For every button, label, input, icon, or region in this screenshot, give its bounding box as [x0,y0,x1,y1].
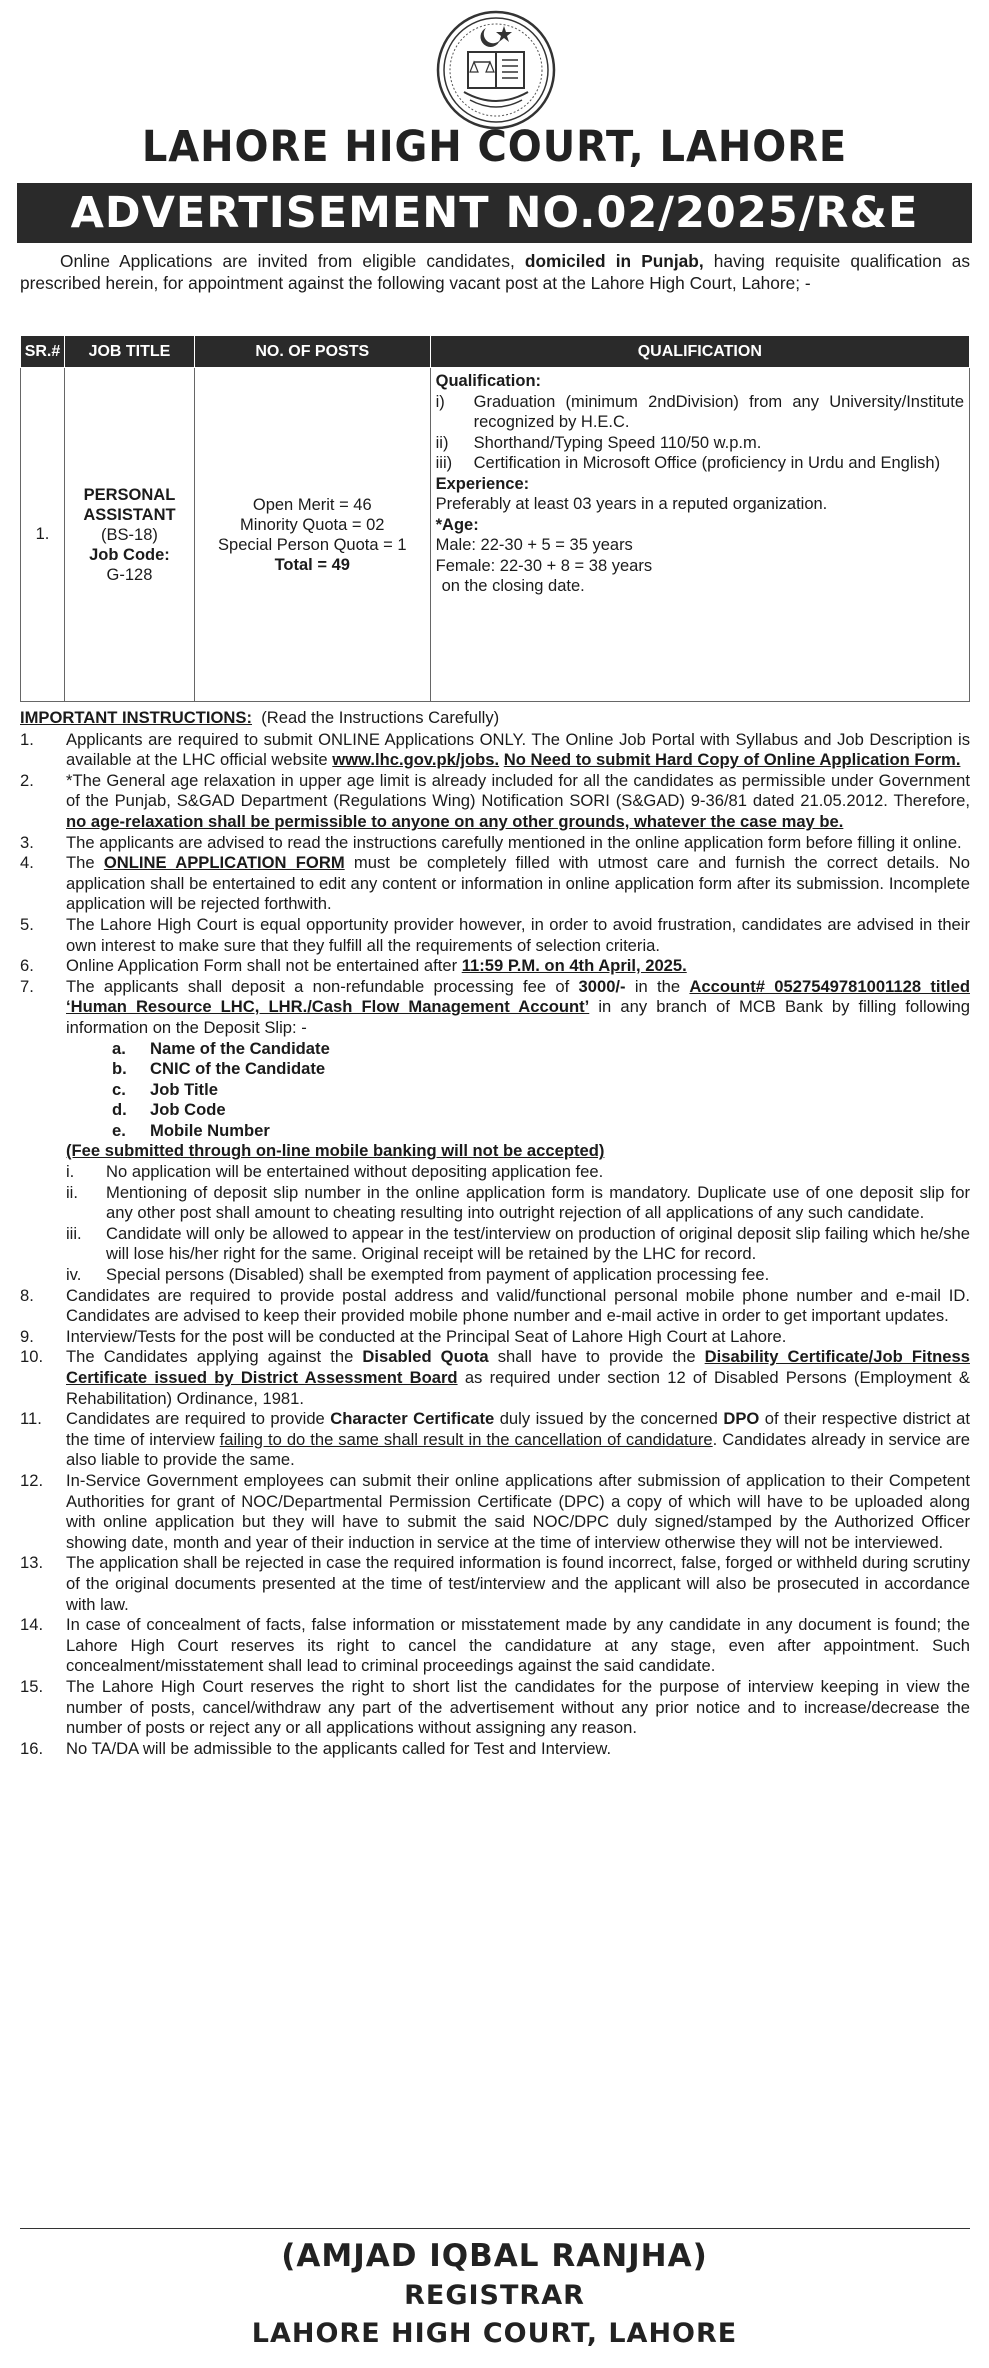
job-code-label: Job Code: [89,545,170,564]
list-text: CNIC of the Candidate [150,1059,326,1079]
job-code: G-128 [106,565,153,584]
item-text: In case of concealment of facts, false information or misstatement made by any candidate in any document is found; the Lahore High Court reserves its right to cancel the candidature at any stage, even after appointment. Such concealment/misstatement shall lead to criminal proceedings against the said candidate. [66,1615,970,1676]
item-number: 16. [20,1738,44,1758]
list-item [20,1471,970,1553]
list-item [436,453,964,474]
age-note: on the closing date. [441,577,585,595]
col-header-qualification: QUALIFICATION [430,336,969,368]
list-letter: d. [112,1100,127,1120]
text: no age-relaxation shall be permissible to anyone on any other grounds, whatever the case may be. [66,811,844,831]
item-text [66,1409,970,1471]
instructions-note: (Read the Instructions Carefully) [261,708,500,727]
text: in the [625,976,690,996]
job-scale: (BS-18) [101,525,158,544]
item-number: 15. [20,1676,44,1696]
list-text: Certification in Microsoft Office (proficiency in Urdu and English) [473,454,941,472]
table-row [21,368,970,702]
list-letter: e. [112,1120,126,1140]
list-text: Job Code [150,1100,226,1120]
deadline-text: 11:59 P.M. on 4th April, 2025. [461,956,687,976]
list-text: Mentioning of deposit slip number in the online application form is mandatory. Duplicate use of one deposit slip for any other post shall amount to cheating resulting into outright rejection of all applications of any such candidate. [106,1182,970,1223]
list-number: ii. [66,1182,78,1202]
account-text: Account# 0527549781001128 titled ‘Human Resource LHC, LHR./Cash Flow Management Account’ [66,976,970,1017]
instructions-title: IMPORTANT INSTRUCTIONS: [20,708,252,727]
item-number: 7. [20,976,34,996]
item-number: 9. [20,1326,34,1346]
text: Candidates are required to provide [66,1409,331,1429]
list-text: No application will be entertained without depositing application fee. [106,1162,604,1182]
col-header-job-title: JOB TITLE [64,336,194,368]
list-item [20,977,970,1039]
list-item [436,392,964,433]
age-heading: *Age: [435,515,479,534]
posts-cell [194,368,430,702]
item-text [66,853,970,915]
item-text [66,977,970,1039]
list-number: i) [435,392,445,411]
vacancy-table [20,335,970,702]
text: The Candidates applying against the [66,1347,363,1367]
text: must be completely filled with utmost care and furnish the correct details. No application shall be entertained to edit any content or information in online application form after its submission. Incomplete application will be rejected forthwith. [66,853,970,914]
list-item [20,1615,970,1677]
list-item [20,833,970,854]
text: shall have to provide the [488,1347,705,1367]
qualification-heading: Qualification: [435,372,542,390]
list-item [66,1183,970,1224]
list-text: Candidate will only be allowed to appear in the test/interview on production of original deposit slip failing which he/she will lose his/her right for the same. Original receipt will be retained by the LHC for record. [106,1223,970,1264]
list-item [112,1039,970,1060]
text: of their respective district at the time of interview [66,1409,970,1449]
list-text: Job Title [150,1079,218,1099]
list-item [20,1347,970,1409]
list-item [20,1409,970,1471]
item-number: 1. [20,729,34,749]
text: DPO [723,1409,760,1429]
intro-paragraph [20,250,970,294]
item-text: The applicants are advised to read the instructions carefully mentioned in the online application form before filling it online. [66,832,962,852]
list-item [20,1677,970,1739]
list-letter: c. [112,1079,126,1099]
item-number: 11. [20,1409,42,1429]
text: duly issued by the concerned [494,1409,724,1429]
list-number: iii) [435,454,453,472]
item-number: 12. [20,1470,44,1490]
court-emblem-icon [434,8,558,132]
text: Character Certificate [330,1409,495,1429]
fee-note: (Fee submitted through on-line mobile banking will not be accepted) [66,1141,605,1161]
text: *The General age relaxation in upper age limit is already included for all the candidates as permissible under Government of the Punjab, S&GAD Department (Regulations Wing) Notification SORI (S&GAD) 9-36/81 dated 21.05.2012. Therefore, [66,770,970,811]
item-text [66,956,970,977]
instructions-heading [20,708,970,729]
signatory-court: LAHORE HIGH COURT, LAHORE [251,2318,738,2349]
experience-heading: Experience: [435,474,530,493]
signatory-name: (AMJAD IQBAL RANJHA) [281,2238,708,2274]
job-title-line1: PERSONAL [83,485,176,504]
advertisement-number: ADVERTISEMENT NO.02/2025/R&E [17,183,972,243]
list-item [66,1265,970,1286]
list-number: ii) [435,433,449,452]
posts-total: Total = 49 [274,555,350,574]
col-header-sr: SR.# [21,336,65,368]
text: failing to do the same shall result in the cancellation of candidature [219,1429,713,1449]
list-text: Mobile Number [150,1120,270,1140]
text: as required under section 12 of Disabled Persons (Employment & Rehabilitation) Ordinance, 1981. [66,1368,970,1408]
text: No Need to submit Hard Copy of Online Application Form. [503,750,961,770]
intro-text-a: Online Applications are invited from eligible candidates, [60,251,525,271]
list-item [20,915,970,956]
fee-sub-list [28,1162,970,1286]
item-number: 2. [20,770,34,790]
list-number: iii. [66,1223,82,1243]
age-female: Female: 22-30 + 8 = 38 years [435,556,653,575]
item-number: 6. [20,956,34,976]
item-number: 13. [20,1553,44,1573]
list-text: Special persons (Disabled) shall be exempted from payment of application processing fee. [106,1265,770,1285]
list-text: Name of the Candidate [150,1038,330,1058]
table-header-row [21,336,970,368]
text: Disabled Quota [362,1347,489,1367]
list-item [20,771,970,833]
footer-divider [20,2228,970,2229]
list-item [20,956,970,977]
job-title-cell [64,368,194,702]
deposit-slip-list [112,1039,970,1142]
text: Applicants are required to submit ONLINE Applications ONLY. The Online Job Portal with Syllabus and Job Description is available at the LHC official website [66,729,970,770]
text: Disability Certificate/Job Fitness Certificate issued by District Assessment Board [66,1347,970,1387]
intro-text-c: having requisite qualification as prescribed herein, for appointment against the following vacant post at the Lahore High Court, Lahore; - [20,251,970,293]
fee-amount: 3000/- [578,976,626,996]
list-text: Graduation (minimum 2ndDivision) from any University/Institute recognized by H.E.C. [473,392,964,431]
job-title-line2: ASSISTANT [83,505,176,524]
item-text [66,1347,970,1409]
item-text [66,730,970,771]
list-letter: a. [112,1038,126,1058]
text: in any branch of MCB Bank by filling following information on the Deposit Slip: - [66,997,970,1037]
list-item [66,1224,970,1265]
item-number: 4. [20,853,34,873]
item-number: 8. [20,1285,34,1305]
list-text: Shorthand/Typing Speed 110/50 w.p.m. [473,433,762,452]
item-text: The Lahore High Court is equal opportunity provider however, in order to avoid frustration, candidates are advised in their own interest to make sure that they fulfill all the requirements of selection criteria. [66,914,970,955]
text: The [66,853,104,873]
list-item [112,1059,970,1080]
item-text: The application shall be rejected in case the required information is found incorrect, false, forged or withheld during scrutiny of the original documents presented at the time of test/interview and the applicant will also be prosecuted in accordance with law. [66,1553,970,1614]
list-item [20,1739,970,1760]
list-number: i. [66,1162,75,1182]
age-male: Male: 22-30 + 5 = 35 years [435,536,633,554]
text: . Candidates already in service are also liable to provide the same. [66,1429,970,1470]
intro-domicile: domiciled in Punjab, [524,251,704,271]
qualification-cell [430,368,969,702]
item-text: In-Service Government employees can submit their online applications after submission of application to their Competent Authorities for grant of NOC/Departmental Permission Certificate (DPC) a copy of which will have to be uploaded along with online application but they will have to submit the said NOC/DPC duly signed/stamped by the Authorized Officer showing date, month and year of their induction in service at the time of interview otherwise they will not be interviewed. [66,1470,970,1552]
list-item [66,1162,970,1183]
experience-text: Preferably at least 03 years in a reputed organization. [435,495,828,513]
item-number: 3. [20,832,34,852]
list-item [112,1100,970,1121]
item-text [66,771,970,833]
list-item [112,1080,970,1101]
sr-cell: 1. [21,368,65,702]
item-number: 10. [20,1347,44,1367]
text: ONLINE APPLICATION FORM [103,853,345,873]
list-item [20,1553,970,1615]
list-letter: b. [112,1059,127,1079]
item-number: 14. [20,1615,44,1635]
important-instructions [20,708,970,1759]
list-item [20,853,970,915]
item-text: Candidates are required to provide postal address and valid/functional personal mobile phone number and e-mail ID. Candidates are advised to keep their provided mobile phone number and e-mail active in order to get important updates. [66,1285,970,1326]
list-item [20,730,970,771]
list-item [20,1327,970,1348]
list-item [112,1121,970,1142]
list-item [20,1286,970,1327]
item-text: No TA/DA will be admissible to the applicants called for Test and Interview. [66,1738,612,1758]
item-text: Interview/Tests for the post will be conducted at the Principal Seat of Lahore High Court at Lahore. [66,1326,787,1346]
item-text: The Lahore High Court reserves the right to short list the candidates for the purpose of interview keeping in view the number of posts, cancel/withdraw any part of the advertisement without any prior notice and to increase/decrease the number of posts or reject any or all applications without assigning any reason. [66,1676,970,1738]
signatory-designation: REGISTRAR [404,2280,585,2311]
text: The applicants shall deposit a non-refundable processing fee of [66,976,579,996]
posts-open-merit: Open Merit = 46 [252,495,372,514]
list-item [436,433,964,454]
website-text: www.lhc.gov.pk/jobs. [332,750,500,770]
col-header-posts: NO. OF POSTS [194,336,430,368]
posts-special-person: Special Person Quota = 1 [218,535,407,554]
posts-minority: Minority Quota = 02 [240,515,385,534]
list-number: iv. [66,1265,82,1285]
text: Online Application Form shall not be entertained after [66,956,462,976]
item-number: 5. [20,914,34,934]
court-title: LAHORE HIGH COURT, LAHORE [141,122,848,172]
